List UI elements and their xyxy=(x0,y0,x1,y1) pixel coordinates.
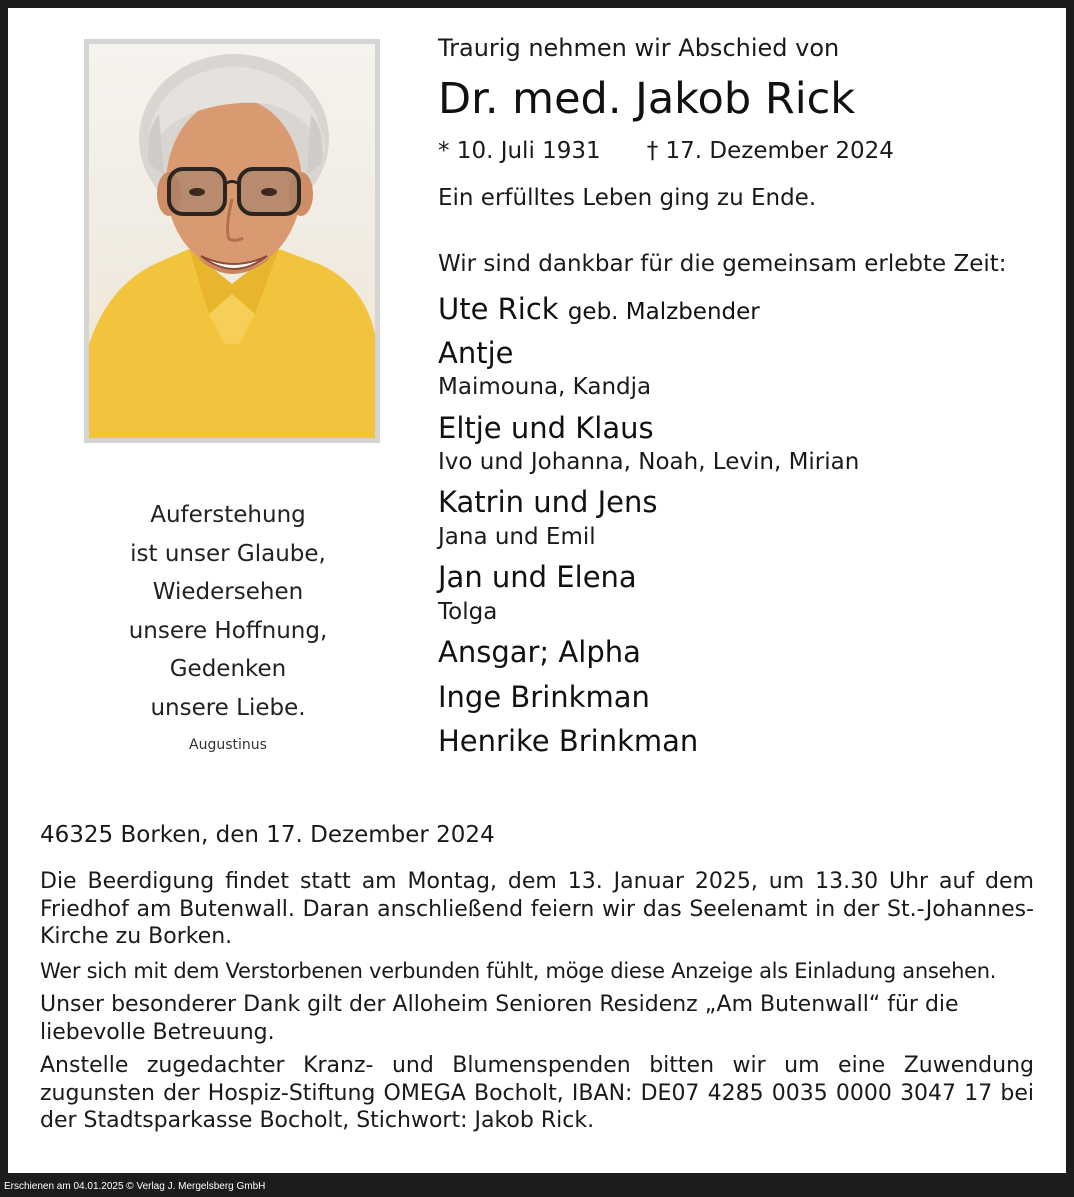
intro-text: Traurig nehmen wir Abschied von xyxy=(438,34,840,62)
gratitude-paragraph: Unser besonderer Dank gilt der Alloheim Senioren Residenz „Am Butenwall“ für die liebevolle Betreuung. xyxy=(40,992,959,1045)
publication-footer: Erschienen am 04.01.2025 © Verlag J. Mergelsberg GmbH xyxy=(4,1181,266,1192)
place-date: 46325 Borken, den 17. Dezember 2024 xyxy=(40,822,495,848)
family-main: Ute Rick xyxy=(438,292,559,326)
donation-paragraph: Anstelle zugedachter Kranz- und Blumenspenden bitten wir um eine Zuwendung zugunsten der Hospiz-Stiftung OMEGA Bocholt, IBAN: DE07 4285 0035 0000 3047 17 bei der Stadtsparkasse Bocholt, Stichwort: Jakob Rick. xyxy=(40,1053,1034,1133)
family-sub: Maimouna, Kandja xyxy=(438,374,652,400)
thanks-line: Wir sind dankbar für die gemeinsam erlebte Zeit: xyxy=(438,251,1007,277)
life-statement: Ein erfülltes Leben ging zu Ende. xyxy=(438,185,817,211)
quote xyxy=(78,496,378,727)
family-name: Jan und Elena xyxy=(438,560,637,594)
family-name: Antje xyxy=(438,336,514,370)
quote-line: ist unser Glaube, xyxy=(130,540,326,567)
family-sub: Jana und Emil xyxy=(438,524,596,550)
obituary-card xyxy=(8,8,1066,1173)
portrait-frame xyxy=(84,39,380,443)
death-date: † 17. Dezember 2024 xyxy=(646,138,894,164)
family-name: Ansgar; Alpha xyxy=(438,635,641,669)
portrait-photo xyxy=(89,44,375,438)
quote-line: Gedenken xyxy=(169,656,287,682)
quote-line: unsere Hoffnung, xyxy=(128,617,328,644)
family-suffix: geb. Malzbender xyxy=(567,299,760,325)
family-sub: Tolga xyxy=(438,599,498,625)
family-name: Eltje und Klaus xyxy=(438,411,654,445)
birth-date: * 10. Juli 1931 xyxy=(438,138,601,164)
family-name: Inge Brinkman xyxy=(438,680,650,714)
quote-author: Augustinus xyxy=(189,737,267,753)
quote-line: Wiedersehen xyxy=(152,579,304,605)
quote-line: Auferstehung xyxy=(150,502,306,528)
invitation-paragraph: Wer sich mit dem Verstorbenen verbunden fühlt, möge diese Anzeige als Einladung ansehen. xyxy=(40,959,997,983)
funeral-paragraph: Die Beerdigung findet statt am Montag, dem 13. Januar 2025, um 13.30 Uhr auf dem Friedhof am Butenwall. Daran anschließend feiern wir das Seelenamt in der St.-Johannes-Kirche zu Borken. xyxy=(40,869,1034,949)
deceased-name: Dr. med. Jakob Rick xyxy=(438,74,856,124)
quote-line: unsere Liebe. xyxy=(150,694,306,721)
family-name: Henrike Brinkman xyxy=(438,724,699,758)
family-name: Katrin und Jens xyxy=(438,485,658,519)
family-sub: Ivo und Johanna, Noah, Levin, Mirian xyxy=(438,449,860,475)
life-dates xyxy=(438,138,894,164)
family-name xyxy=(438,292,760,326)
